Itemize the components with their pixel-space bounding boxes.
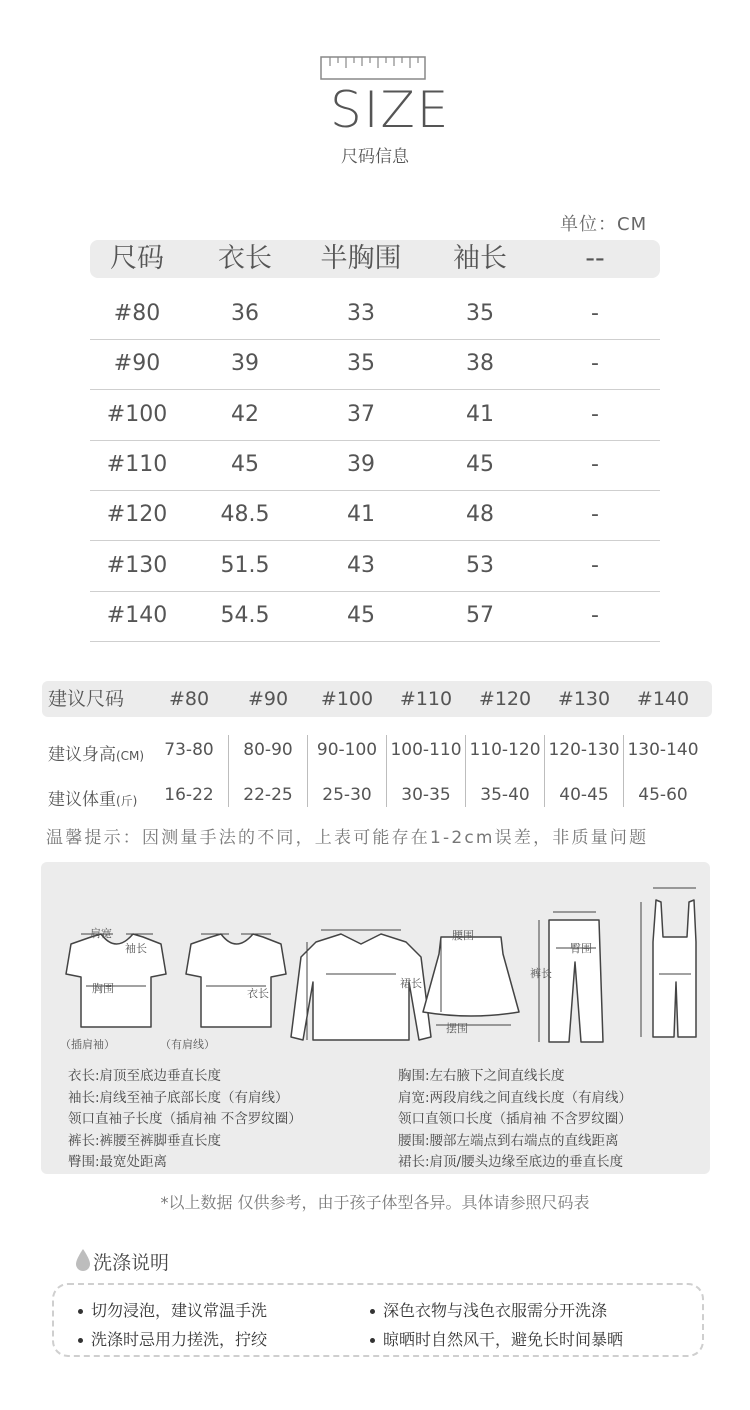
size-table-cell: -	[591, 401, 599, 427]
header-length: 衣长	[218, 243, 272, 274]
overalls-icon	[653, 900, 696, 1037]
ruler-icon	[320, 56, 426, 80]
suggest-divider	[544, 735, 545, 807]
caption-pants-length: 裤长	[530, 967, 552, 980]
size-table-cell: 41	[347, 502, 375, 528]
size-table-cell: 35	[347, 351, 375, 377]
size-table-cell: 33	[347, 301, 375, 326]
header-extra: --	[585, 243, 605, 274]
wash-title: 洗涤说明	[93, 1252, 170, 1274]
suggest-height-cell: 100-110	[390, 740, 462, 760]
pants-icon	[549, 920, 603, 1042]
desc-left-item: 袖长:肩线至袖子底部长度（有肩线）	[68, 1089, 289, 1106]
size-subtitle: 尺码信息	[341, 147, 409, 167]
suggest-weight-cell: 25-30	[322, 785, 372, 805]
suggest-divider	[307, 735, 308, 807]
header-chest: 半胸围	[320, 243, 402, 274]
size-table-cell: #140	[106, 602, 168, 628]
garment-diagrams	[41, 862, 710, 1062]
suggest-size-header: #80	[168, 688, 210, 710]
size-table-cell: -	[591, 351, 599, 377]
wash-item: 晾晒时自然风干，避免长时间暴晒	[370, 1327, 623, 1350]
caption-raglan: （插肩袖）	[60, 1038, 115, 1051]
suggest-size-header: #130	[557, 688, 611, 710]
desc-right-item: 领口直领口长度（插肩袖 不含罗纹圈）	[398, 1111, 632, 1127]
size-table-cell: -	[591, 451, 599, 477]
size-title: SIZE	[330, 81, 451, 139]
size-table-cell: 57	[466, 602, 494, 628]
tip-text: 温馨提示：因测量手法的不同，上表可能存在1-2cm误差，非质量问题	[46, 828, 649, 848]
suggest-size-header: #110	[399, 688, 453, 710]
suggest-height-cell: 120-130	[548, 740, 620, 760]
bullet-icon	[370, 1309, 375, 1314]
suggest-size-header: #120	[478, 688, 532, 710]
suggest-divider	[623, 735, 624, 807]
size-table-cell: 45	[466, 451, 494, 477]
caption-waist: 腰围	[452, 929, 474, 942]
suggest-height-cell: 73-80	[164, 740, 214, 760]
shoulder-tshirt-icon	[186, 934, 286, 1027]
caption-length: 衣长	[247, 987, 269, 1000]
suggest-height-cell: 130-140	[627, 740, 699, 760]
suggest-weight-cell: 35-40	[480, 785, 530, 805]
size-table-cell: #80	[113, 301, 161, 326]
bullet-icon	[78, 1338, 83, 1343]
size-table-cell: #110	[106, 451, 168, 477]
caption-chest: 胸围	[92, 982, 114, 995]
wash-item: 切勿浸泡，建议常温手洗	[78, 1298, 267, 1321]
suggest-weight-label: 建议体重(斤)	[48, 790, 138, 810]
size-table-cell: -	[591, 552, 599, 578]
suggest-divider	[228, 735, 229, 807]
size-table-cell: 39	[231, 351, 259, 377]
suggest-size-header: #100	[320, 688, 374, 710]
size-table-cell: -	[591, 602, 599, 628]
wash-item: 深色衣物与浅色衣服需分开洗涤	[370, 1298, 607, 1321]
suggest-height-cell: 90-100	[316, 740, 378, 760]
size-table-cell: 35	[466, 301, 494, 326]
desc-right-column	[398, 1066, 632, 1174]
suggest-weight-cell: 30-35	[401, 785, 451, 805]
suggest-height-cell: 110-120	[469, 740, 541, 760]
size-table-cell: #100	[106, 401, 168, 427]
suggest-divider	[386, 735, 387, 807]
suggest-weight-cell: 22-25	[243, 785, 293, 805]
size-table-cell: 51.5	[220, 552, 270, 578]
size-table-cell: -	[591, 502, 599, 528]
suggest-height-label: 建议身高(CM)	[48, 745, 145, 765]
bullet-icon	[78, 1309, 83, 1314]
size-table-cell: 48.5	[220, 502, 270, 528]
skirt-icon	[423, 937, 519, 1016]
desc-left-item: 衣长:肩顶至底边垂直长度	[68, 1068, 222, 1084]
suggest-size-header: #140	[636, 688, 690, 710]
header-sleeve: 袖长	[453, 243, 507, 274]
water-drop-icon	[74, 1248, 92, 1272]
caption-hip: 臀围	[570, 942, 592, 955]
desc-left-column	[68, 1066, 302, 1174]
size-table-cell: 42	[231, 401, 259, 427]
size-table-cell: 37	[347, 401, 375, 427]
caption-skirt-length: 裙长	[400, 977, 422, 990]
suggest-weight-cell: 40-45	[559, 785, 609, 805]
size-table-cell: 41	[466, 401, 494, 427]
desc-right-item: 肩宽:两段肩线之间直线长度（有肩线）	[398, 1089, 633, 1106]
wash-item: 洗涤时忌用力搓洗，拧绞	[78, 1327, 267, 1350]
size-table-cell: 54.5	[220, 602, 270, 628]
size-table-cell: 45	[347, 602, 375, 628]
header-size: 尺码	[110, 243, 164, 274]
size-table-cell: 39	[347, 451, 375, 477]
caption-sleeve: 袖长	[125, 942, 147, 955]
suggest-divider	[465, 735, 466, 807]
size-table-cell: 45	[231, 451, 259, 477]
raglan-tshirt-icon	[66, 934, 166, 1027]
suggest-height-cell: 80-90	[243, 740, 293, 760]
bullet-icon	[370, 1338, 375, 1343]
desc-right-item: 腰围:腰部左端点到右端点的直线距离	[398, 1132, 619, 1149]
desc-right-item: 胸围:左右腋下之间直线长度	[398, 1068, 565, 1084]
suggest-header-label: 建议尺码	[48, 688, 125, 710]
desc-right-item: 裙长:肩顶/腰头边缘至底边的垂直长度	[398, 1154, 624, 1170]
suggest-weight-cell: 45-60	[638, 785, 688, 805]
size-table-cell: 48	[466, 502, 494, 528]
size-table-cell: #90	[113, 351, 161, 377]
caption-shoulder-width: 肩宽	[90, 927, 112, 940]
reference-note: *以上数据 仅供参考，由于孩子体型各异。具体请参照尺码表	[160, 1193, 590, 1212]
size-table-cell: #130	[106, 552, 168, 578]
unit-label: 单位：CM	[560, 214, 648, 235]
desc-left-item: 裤长:裤腰至裤脚垂直长度	[68, 1132, 222, 1149]
size-table-cell: 53	[466, 552, 494, 578]
desc-left-item: 臀围:最宽处距离	[68, 1154, 168, 1170]
size-table-cell: 36	[231, 301, 259, 326]
caption-shoulder-line: （有肩线）	[160, 1038, 215, 1051]
size-table-cell: #120	[106, 502, 168, 528]
suggest-size-header: #90	[247, 688, 289, 710]
size-table-cell: 38	[466, 351, 494, 377]
caption-hem: 摆围	[446, 1022, 468, 1035]
size-table-cell: 43	[347, 552, 375, 578]
desc-left-item: 领口直袖子长度（插肩袖 不含罗纹圈）	[68, 1111, 302, 1127]
suggest-weight-cell: 16-22	[164, 785, 214, 805]
size-table-cell: -	[591, 301, 599, 326]
